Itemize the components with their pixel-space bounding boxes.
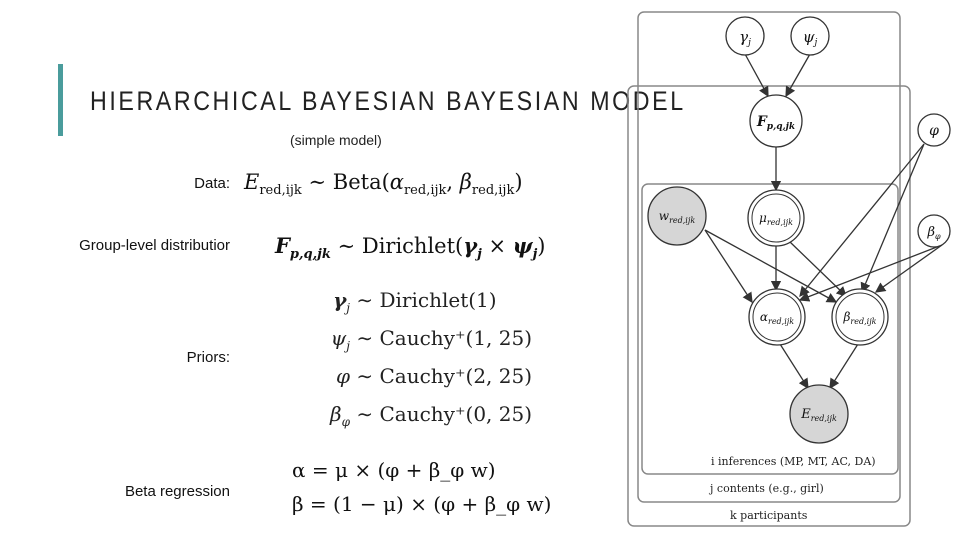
svg-text:βred,ijk: $\beta_{red,ijk}$ bbox=[843, 310, 877, 326]
beta-regression-label: Beta regression bbox=[124, 483, 230, 500]
slide-title: HIERARCHICAL BAYESIAN BAYESIAN MODEL bbox=[90, 86, 686, 116]
group-level-equation: $F_{p,q,jk}$ ∼ $Dirichlet(\gamma_j \times \psi_j)$ bbox=[275, 233, 546, 263]
prior-gamma: $\gamma_j$ ∼ Dirichlet(1) bbox=[333, 288, 497, 315]
prior-phi: φ ∼ Cauchy⁺(2, 25) bbox=[335, 364, 533, 388]
svg-text:wred,ijk: $w_{red,ijk}$ bbox=[658, 209, 696, 225]
inferences-plate-label: i inferences (MP, MT, AC, DA) bbox=[711, 455, 876, 468]
svg-text:βφ: $\beta_\varphi$ bbox=[927, 225, 941, 241]
beta-regression-beta: β = (1 − μ) × (φ + β_φ w) bbox=[292, 492, 552, 516]
title-accent-bar bbox=[58, 64, 63, 136]
slide-subtitle: (simple model) bbox=[290, 132, 382, 148]
data-equation: $E_{red,ijk}$ ∼ $Beta(\alpha_{red,ijk}$, $\beta_{red,ijk}$) bbox=[244, 170, 523, 199]
group-level-label: Group-level distributior bbox=[79, 237, 230, 254]
prior-psi: $\psi_j$ ∼ Cauchy⁺(1, 25) bbox=[330, 326, 533, 353]
contents-plate-label: j contents (e.g., girl) bbox=[710, 482, 824, 495]
graphical-model-diagram bbox=[620, 0, 960, 540]
participants-plate-label: k participants bbox=[730, 509, 808, 522]
priors-label: Priors: bbox=[186, 349, 230, 366]
svg-text:ψj: $\psi_j$ bbox=[802, 28, 818, 48]
svg-text:μred,ijk: $\mu_{red,ijk}$ bbox=[759, 211, 793, 227]
svg-text:αred,ijk: $\alpha_{red,ijk}$ bbox=[759, 310, 795, 326]
svg-text:Ered,ijk: $E_{red,ijk}$ bbox=[801, 407, 837, 423]
beta-regression-alpha: α = μ × (φ + β_φ w) bbox=[292, 458, 496, 482]
svg-text:γj: $\gamma_j$ bbox=[739, 28, 751, 48]
data-label: Data: bbox=[194, 175, 230, 192]
prior-beta-phi: $\beta_\varphi$ ∼ Cauchy⁺(0, 25) bbox=[330, 402, 533, 429]
svg-text:Fp,q,jk: $F_{p,q,jk}$ bbox=[756, 114, 796, 132]
svg-text:φ: φ bbox=[929, 123, 939, 139]
